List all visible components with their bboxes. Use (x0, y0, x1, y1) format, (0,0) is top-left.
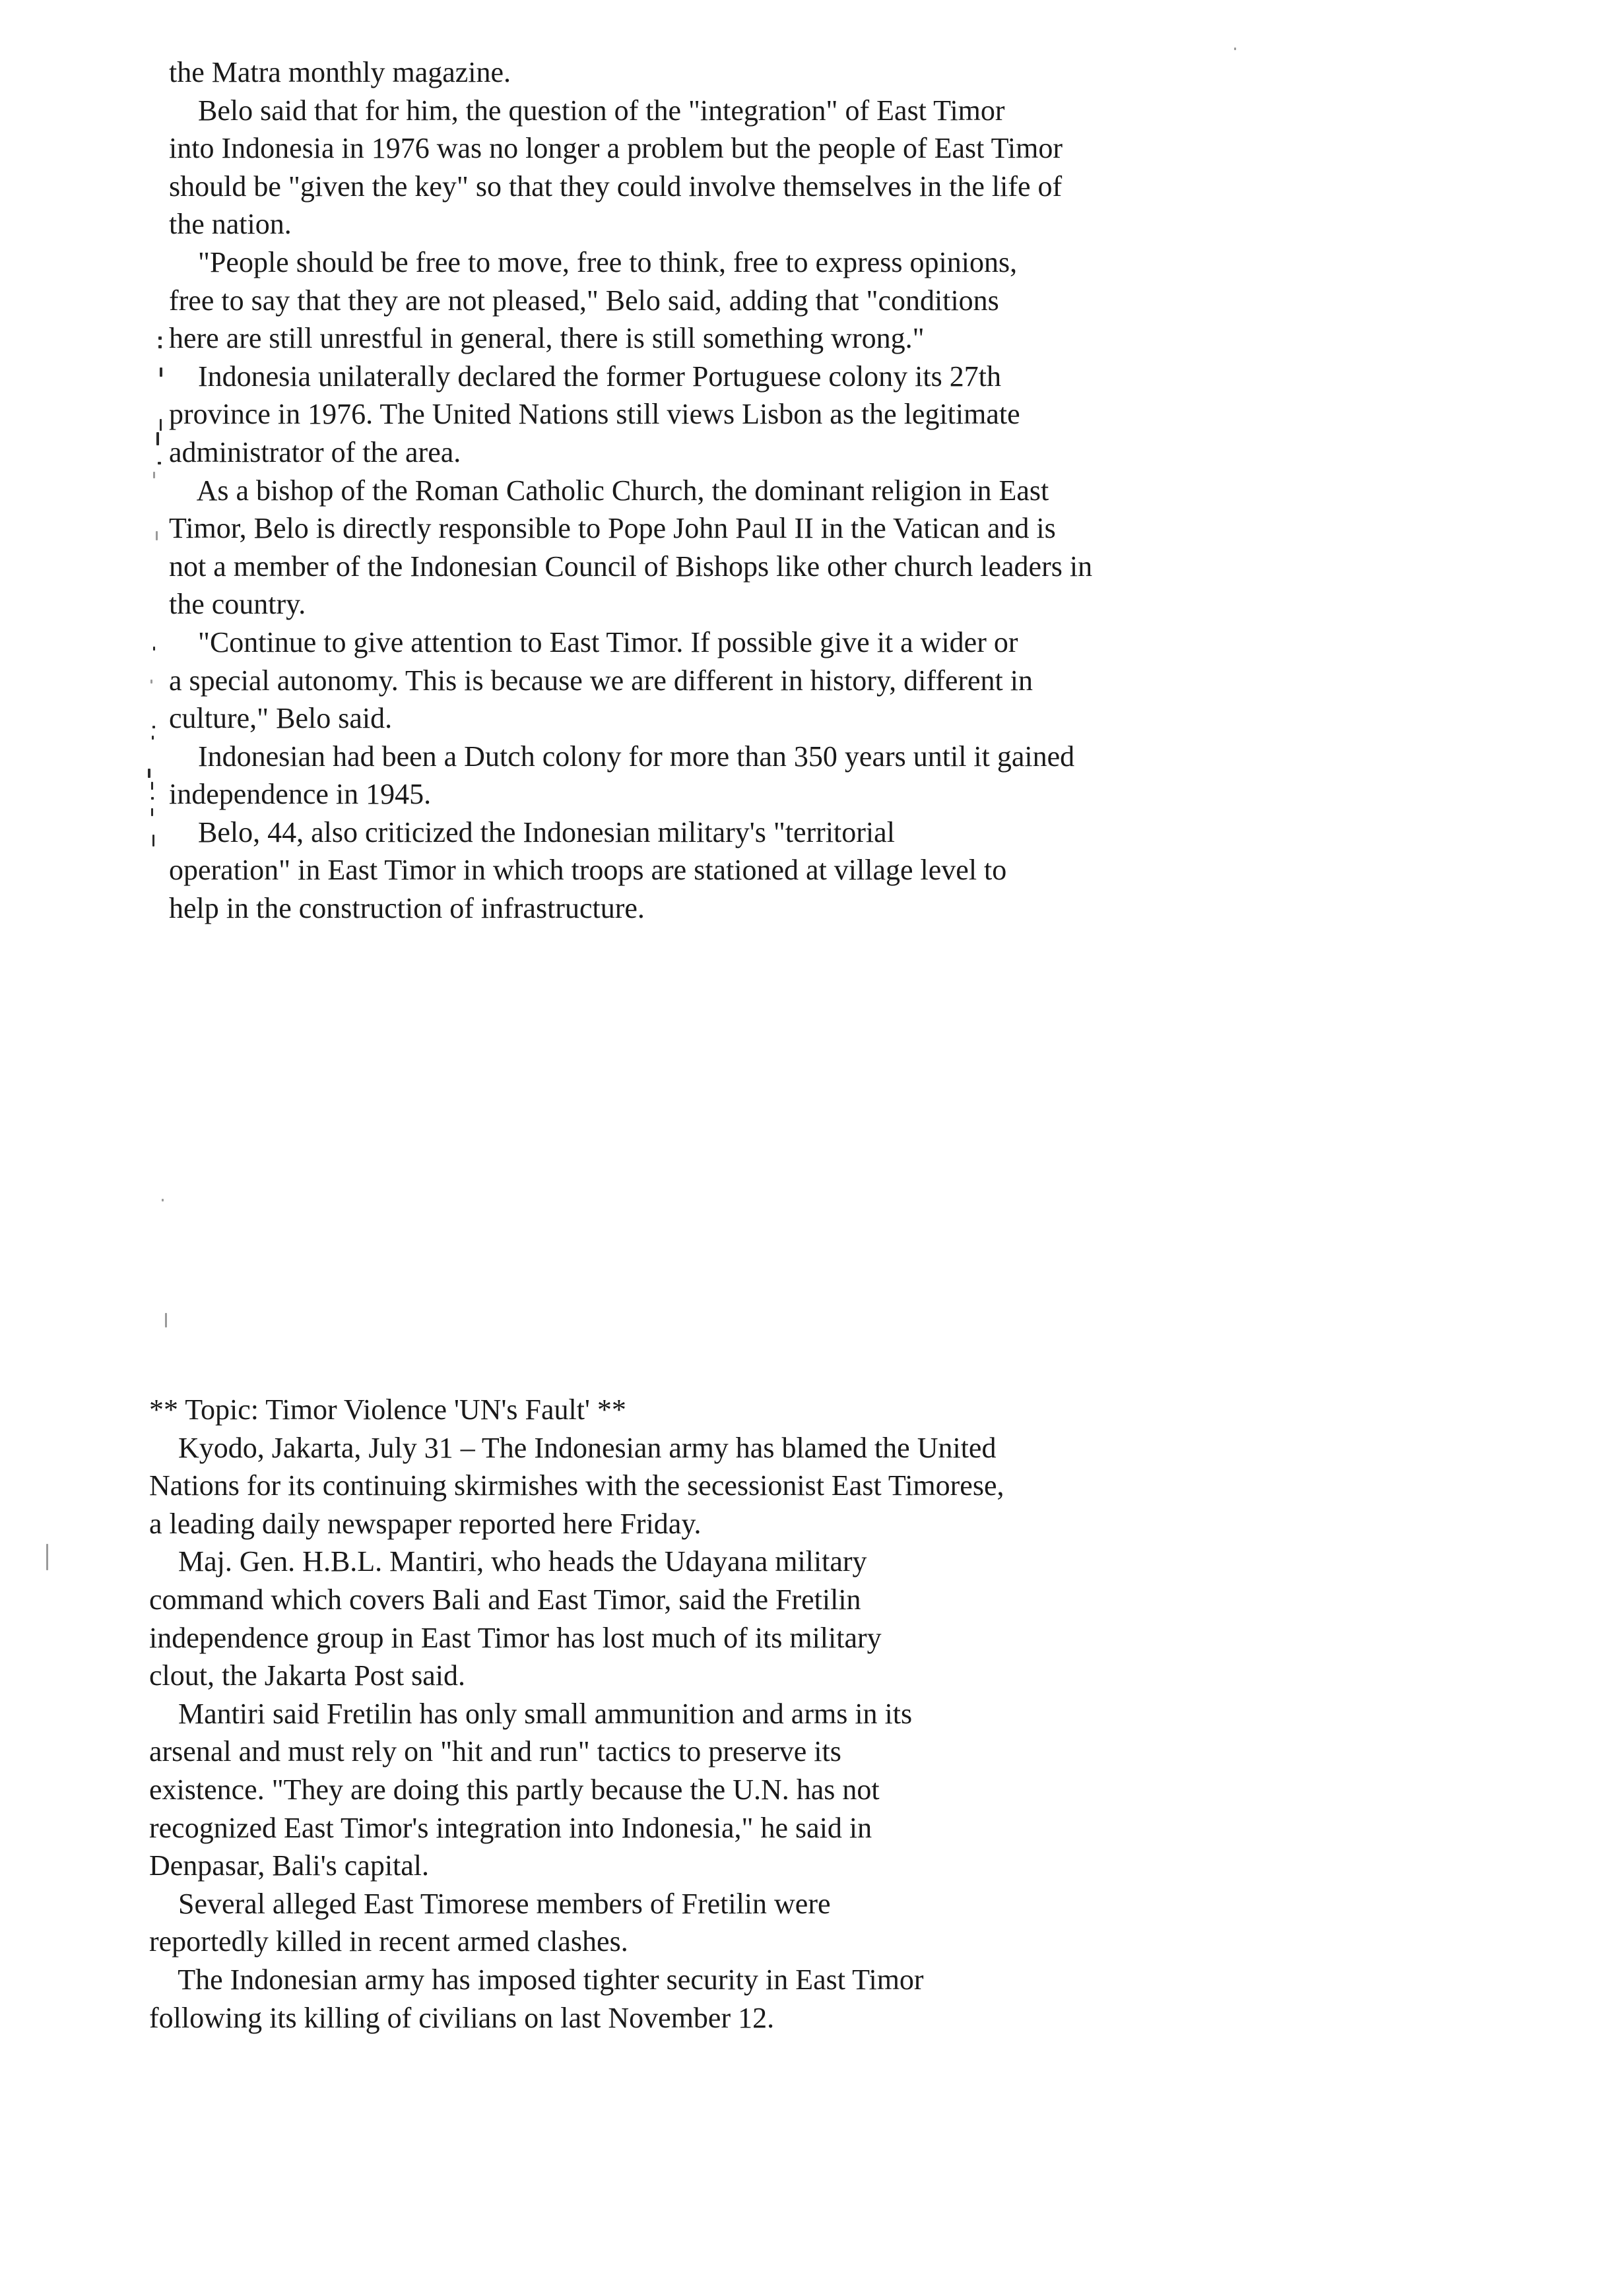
scan-speck (150, 680, 152, 684)
scan-speck (160, 367, 162, 377)
scan-speck (158, 336, 162, 340)
text-line: the Matra monthly magazine. (169, 56, 511, 88)
text-line: independence in 1945. (169, 778, 432, 811)
text-line: not a member of the Indonesian Council of Bishops like other church leaders in (169, 550, 1093, 583)
article-belo-continuation (169, 53, 1092, 928)
text-line: free to say that they are not pleased," Belo said, adding that "conditions (169, 284, 999, 317)
text-line: recognized East Timor's integration into Indonesia," he said in (149, 1811, 872, 1844)
scan-speck (46, 1544, 48, 1570)
text-line: into Indonesia in 1976 was no longer a problem but the people of East Timor (169, 132, 1063, 165)
text-line: province in 1976. The United Nations still views Lisbon as the legitimate (169, 398, 1020, 431)
text-line: the nation. (169, 208, 292, 241)
scan-speck (162, 1199, 164, 1201)
scan-speck (152, 736, 154, 740)
text-line: Kyodo, Jakarta, July 31 – The Indonesian army has blamed the United (149, 1431, 997, 1464)
text-line: Belo said that for him, the question of the "integration" of East Timor (169, 94, 1005, 127)
scan-speck (160, 419, 162, 431)
scan-speck (152, 726, 155, 728)
text-line: Several alleged East Timorese members of Fretilin were (149, 1887, 831, 1920)
scan-speck (153, 472, 155, 478)
text-line: Denpasar, Bali's capital. (149, 1849, 430, 1882)
scan-speck (153, 647, 155, 651)
text-line: operation" in East Timor in which troops are stationed at village level to (169, 854, 1007, 887)
scan-speck (1234, 48, 1236, 50)
text-line: reportedly killed in recent armed clashes. (149, 1925, 628, 1958)
text-line: following its killing of civilians on last November 12. (149, 2001, 775, 2034)
article-timor-violence (149, 1391, 1004, 2037)
scan-speck (165, 1313, 167, 1327)
text-line: Maj. Gen. H.B.L. Mantiri, who heads the Udayana military (149, 1545, 867, 1578)
scan-speck (151, 797, 154, 800)
scan-speck (151, 808, 153, 816)
text-line: Nations for its continuing skirmishes with the secessionist East Timorese, (149, 1469, 1004, 1502)
text-line: arsenal and must rely on "hit and run" tactics to preserve its (149, 1735, 841, 1768)
text-line: a leading daily newspaper reported here Friday. (149, 1507, 702, 1540)
text-line: should be "given the key" so that they could involve themselves in the life of (169, 170, 1063, 203)
scan-speck (152, 835, 154, 846)
text-line: Indonesian had been a Dutch colony for more than 350 years until it gained (169, 740, 1075, 773)
text-line: "People should be free to move, free to think, free to express opinions, (169, 245, 1018, 278)
text-line: "Continue to give attention to East Timor. If possible give it a wider or (169, 625, 1018, 658)
scan-speck (158, 462, 161, 464)
text-line: Indonesia unilaterally declared the former Portuguese colony its 27th (169, 360, 1001, 393)
text-line: administrator of the area. (169, 435, 461, 468)
text-line: clout, the Jakarta Post said. (149, 1659, 466, 1692)
text-line: As a bishop of the Roman Catholic Church, the dominant religion in East (169, 474, 1049, 507)
text-line: independence group in East Timor has lost much of its military (149, 1621, 882, 1654)
text-line: a special autonomy. This is because we are different in history, different in (169, 664, 1033, 697)
text-line: Timor, Belo is directly responsible to Pope John Paul II in the Vatican and is (169, 512, 1056, 545)
text-line: existence. "They are doing this partly because the U.N. has not (149, 1773, 880, 1806)
scan-speck (148, 769, 150, 778)
scan-speck (156, 531, 158, 540)
scan-speck (156, 432, 159, 445)
text-line: command which covers Bali and East Timor, said the Fretilin (149, 1583, 861, 1616)
text-line: culture," Belo said. (169, 702, 393, 735)
text-line: Belo, 44, also criticized the Indonesian military's "territorial (169, 815, 895, 848)
topic-heading: ** Topic: Timor Violence 'UN's Fault' ** (149, 1393, 626, 1426)
text-line: Mantiri said Fretilin has only small ammunition and arms in its (149, 1697, 913, 1730)
scan-speck (151, 782, 153, 790)
text-line: the country. (169, 588, 306, 621)
text-line: The Indonesian army has imposed tighter security in East Timor (149, 1963, 924, 1996)
scan-speck (158, 345, 162, 348)
text-line: here are still unrestful in general, there is still something wrong." (169, 322, 925, 355)
text-line: help in the construction of infrastructure. (169, 892, 645, 925)
